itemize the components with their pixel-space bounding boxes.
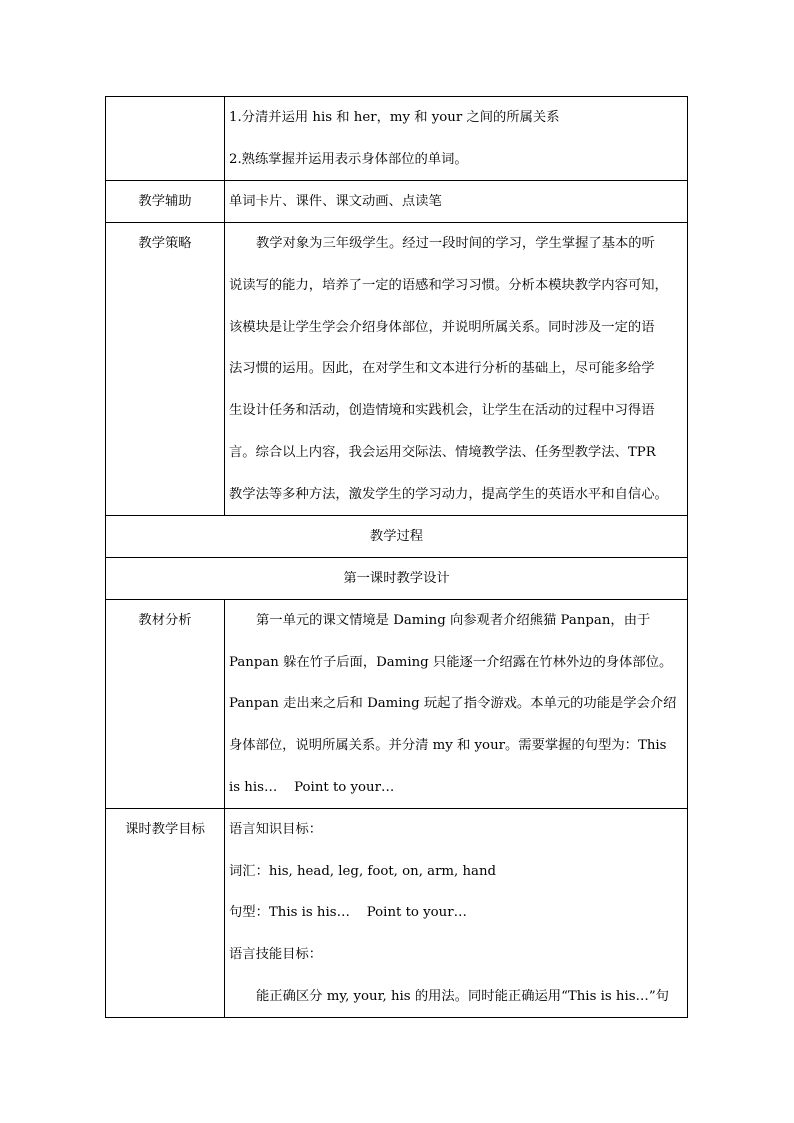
material-analysis-content [225,600,688,809]
objectives-line-3: 句型：This is his… Point to your… [229,905,467,921]
analysis-line-1: 第一单元的课文情境是 Daming 向参观者介绍熊猫 Panpan，由于 [256,613,651,629]
row-lesson-heading [106,558,688,600]
analysis-line-4: 身体部位，说明所属关系。并分清 my 和 your。需要掌握的句型为：This [229,737,667,753]
process-heading: 教学过程 [106,516,688,558]
lesson-plan-table [105,96,688,1018]
goals-content-cell [225,97,688,181]
row-goals-continued [106,97,688,181]
lesson-objectives-label: 课时教学目标 [106,809,225,1018]
strategy-line-2: 说读写的能力，培养了一定的语感和学习习惯。分析本模块教学内容可知， [229,278,668,294]
strategy-line-4: 法习惯的运用。因此，在对学生和文本进行分析的基础上，尽可能多给学 [229,361,655,377]
strategy-line-1: 教学对象为三年级学生。经过一段时间的学习，学生掌握了基本的听 [256,236,655,252]
teaching-strategy-content [225,223,688,516]
row-lesson-objectives [106,809,688,1018]
goal-line-1: 1.分清并运用 his 和 her，my 和 your 之间的所属关系 [229,110,560,125]
lesson-heading: 第一课时教学设计 [106,558,688,600]
analysis-line-3: Panpan 走出来之后和 Daming 玩起了指令游戏。本单元的功能是学会介绍 [229,696,677,712]
lesson-objectives-content [225,809,688,1018]
row-process-heading [106,516,688,558]
objectives-line-1: 语言知识目标： [229,822,323,838]
material-analysis-label: 教材分析 [106,600,225,809]
strategy-line-6: 言。综合以上内容，我会运用交际法、情境教学法、任务型教学法、TPR [229,444,656,460]
goals-label-cell [106,97,225,181]
goal-line-2: 2.熟练掌握并运用表示身体部位的单词。 [229,151,468,167]
row-teaching-strategy [106,223,688,516]
teaching-aids-label: 教学辅助 [106,181,225,223]
objectives-line-5: 能正确区分 my, your, his 的用法。同时能正确运用“This is his…”句 [256,988,669,1004]
objectives-line-2: 词汇：his, head, leg, foot, on, arm, hand [229,863,497,879]
strategy-line-7: 教学法等多种方法，激发学生的学习动力，提高学生的英语水平和自信心。 [229,486,668,502]
objectives-line-4: 语言技能目标： [229,946,323,962]
strategy-line-5: 生设计任务和活动，创造情境和实践机会，让学生在活动的过程中习得语 [229,403,655,419]
teaching-aids-content: 单词卡片、课件、课文动画、点读笔 [225,181,688,223]
strategy-line-3: 该模块是让学生学会介绍身体部位，并说明所属关系。同时涉及一定的语 [229,319,655,335]
analysis-line-2: Panpan 躲在竹子后面，Daming 只能逐一介绍露在竹林外边的身体部位。 [229,654,673,670]
analysis-line-5: is his… Point to your… [229,779,395,795]
teaching-strategy-label: 教学策略 [106,223,225,516]
row-teaching-aids [106,181,688,223]
row-material-analysis [106,600,688,809]
